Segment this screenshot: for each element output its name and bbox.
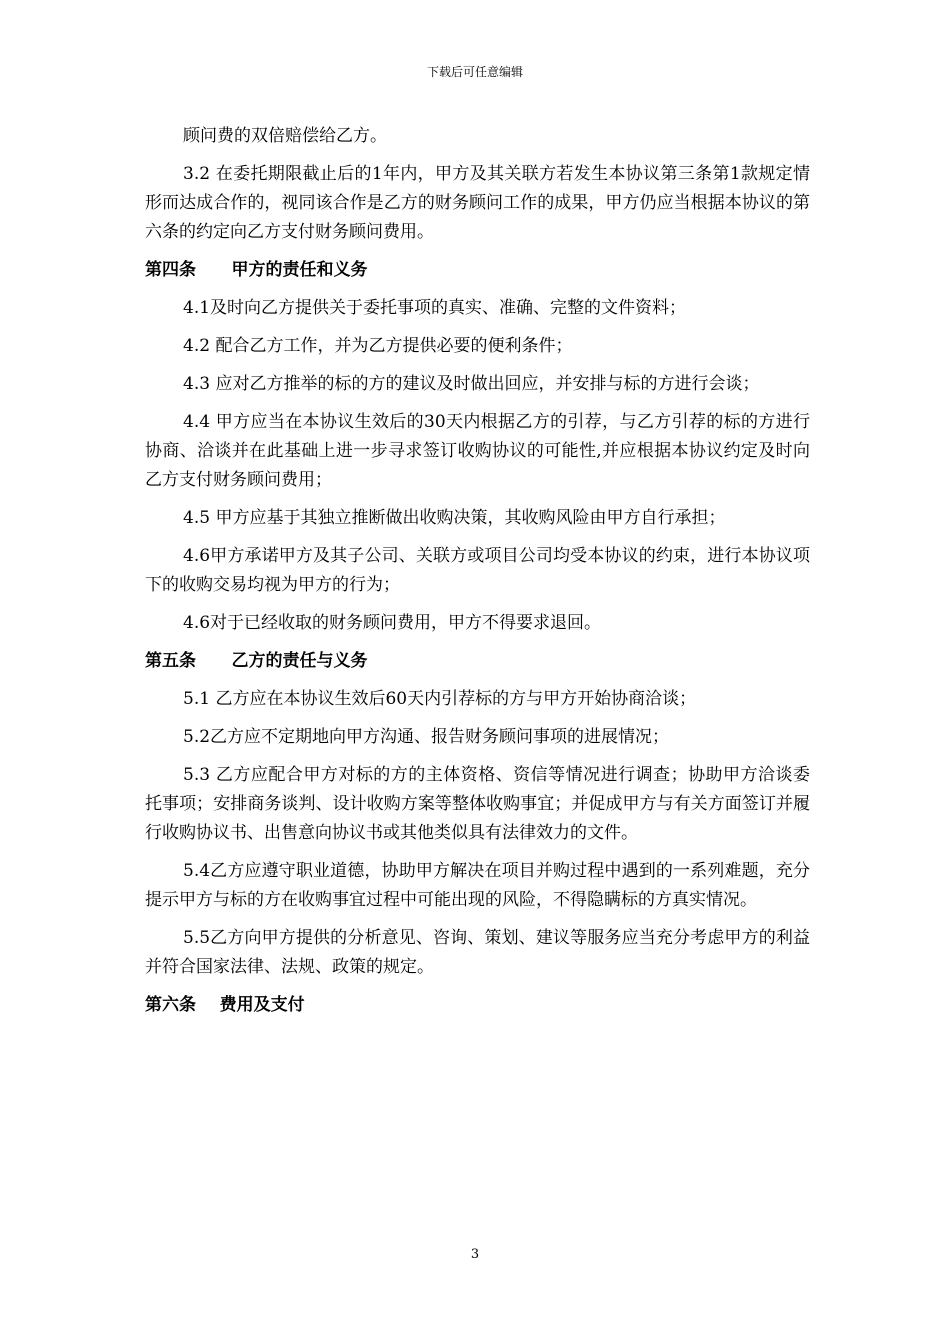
section-heading: 第六条 费用及支付 (145, 995, 305, 1015)
paragraph: 4.2 配合乙方工作，并为乙方提供必要的便利条件； (183, 336, 573, 356)
paragraph: 顾问费的双倍赔偿给乙方。 (183, 126, 387, 146)
paragraph: 4.1及时向乙方提供关于委托事项的真实、准确、完整的文件资料； (183, 298, 687, 318)
paragraph: 5.1 乙方应在本协议生效后60天内引荐标的方与甲方开始协商洽谈； (183, 689, 697, 709)
document-body (145, 122, 810, 1029)
paragraph: 4.5 甲方应基于其独立推断做出收购决策，其收购风险由甲方自行承担； (183, 508, 726, 528)
paragraph: 4.4 甲方应当在本协议生效后的30天内根据乙方的引荐，与乙方引荐的标的方进行协商、洽谈并在此基础上进一步寻求签订收购协议的可能性,并应根据本协议约定及时向乙方支付财务顾问费用； (145, 412, 810, 490)
paragraph: 4.3 应对乙方推举的标的方的建议及时做出回应，并安排与标的方进行会谈； (183, 374, 760, 394)
page-header: 下载后可任意编辑 (426, 65, 523, 79)
page-number: 3 (470, 1247, 480, 1262)
section-heading: 第五条 乙方的责任与义务 (145, 651, 368, 671)
paragraph: 4.6对于已经收取的财务顾问费用，甲方不得要求退回。 (183, 613, 602, 633)
section-heading: 第四条 甲方的责任和义务 (145, 260, 368, 280)
paragraph: 5.5乙方向甲方提供的分析意见、咨询、策划、建议等服务应当充分考虑甲方的利益并符合国家法律、法规、政策的规定。 (145, 928, 810, 977)
paragraph: 4.6甲方承诺甲方及其子公司、关联方或项目公司均受本协议的约束，进行本协议项下的收购交易均视为甲方的行为； (145, 546, 810, 595)
paragraph: 5.4乙方应遵守职业道德，协助甲方解决在项目并购过程中遇到的一系列难题，充分提示甲方与标的方在收购事宜过程中可能出现的风险，不得隐瞒标的方真实情况。 (145, 861, 810, 910)
paragraph: 5.2乙方应不定期地向甲方沟通、报告财务顾问事项的进展情况； (183, 727, 670, 747)
paragraph: 3.2 在委托期限截止后的1年内，甲方及其关联方若发生本协议第三条第1款规定情形而达成合作的，视同该合作是乙方的财务顾问工作的成果，甲方仍应当根据本协议的第六条的约定向乙方支付财务顾问费用。 (145, 164, 810, 242)
paragraph: 5.3 乙方应配合甲方对标的方的主体资格、资信等情况进行调查；协助甲方洽谈委托事项；安排商务谈判、设计收购方案等整体收购事宜；并促成甲方与有关方面签订并履行收购协议书、出售意向协议书或其他类似具有法律效力的文件。 (145, 765, 810, 843)
